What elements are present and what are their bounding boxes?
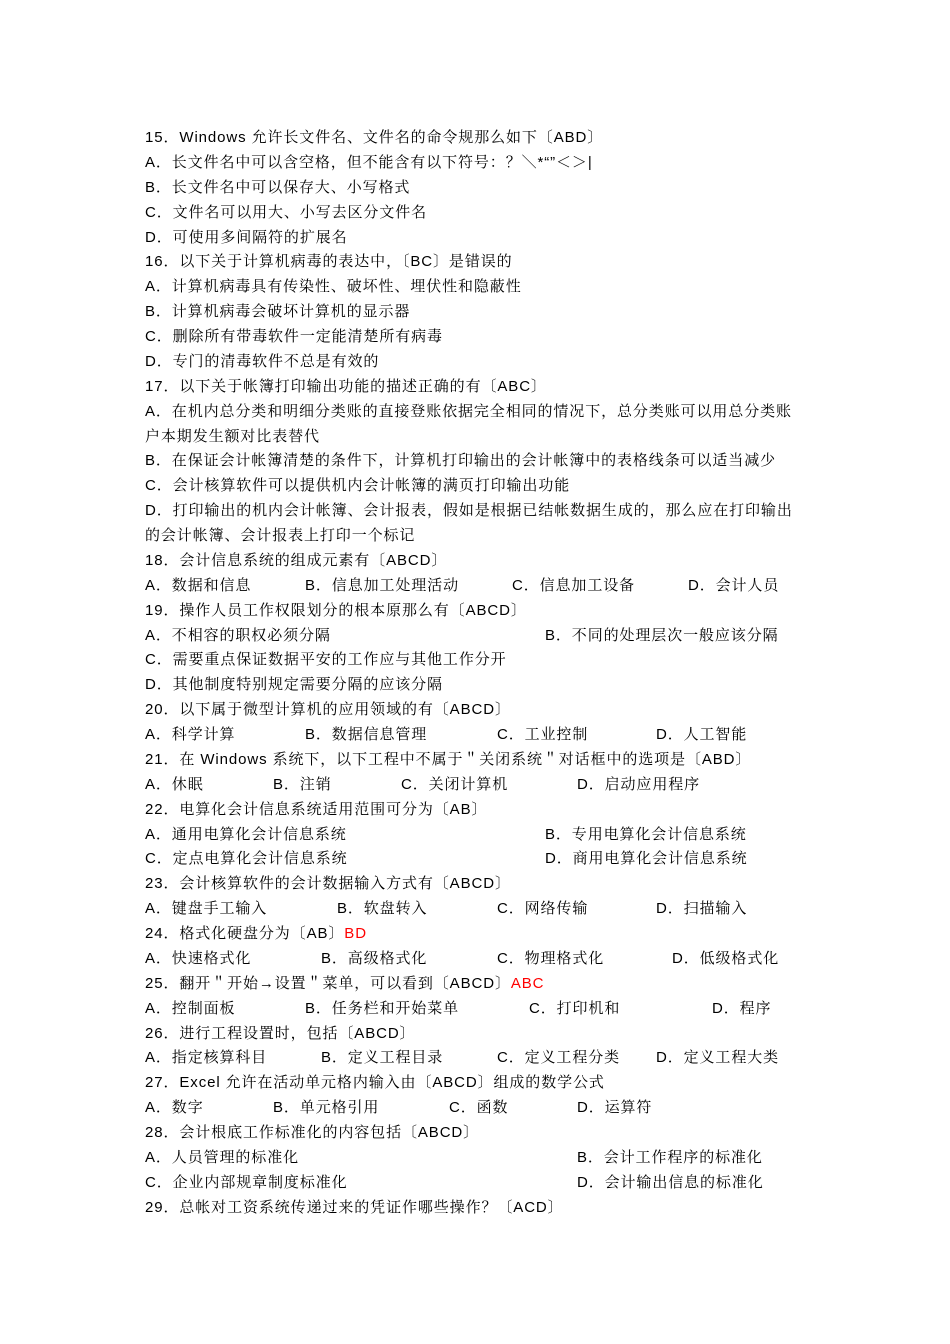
question-23-option-c: C．网络传输 [497, 900, 589, 918]
question-26-options [145, 1046, 845, 1071]
question-28-option-d: D．会计输出信息的标准化 [577, 1173, 764, 1191]
question-23-stem: 23．会计核算软件的会计数据输入方式有〔ABCD〕 [145, 875, 511, 893]
question-22-stem: 22．电算化会计信息系统适用范围可分为〔AB〕 [145, 800, 488, 818]
question-17-option-b: B．在保证会计帐簿清楚的条件下，计算机打印输出的会计帐簿中的表格线条可以适当减少 [145, 452, 777, 470]
question-17-option-c: C．会计核算软件可以提供机内会计帐簿的满页打印输出功能 [145, 477, 571, 495]
question-22-option-d: D．商用电算化会计信息系统 [545, 850, 748, 868]
question-27-options [145, 1096, 845, 1121]
question-20-option-a: A．科学计算 [145, 726, 236, 743]
question-16-option-d: D．专门的清毒软件不总是有效的 [145, 352, 380, 370]
question-18-option-b: B．信息加工处理活动 [305, 576, 460, 594]
question-26-option-d: D．定义工程大类 [656, 1049, 780, 1067]
question-18-option-c: C．信息加工设备 [512, 576, 636, 594]
question-18-options [145, 574, 845, 599]
question-25-answer-note: ABC [510, 974, 545, 992]
question-22-option-b: B．专用电算化会计信息系统 [545, 825, 747, 843]
question-20-options [145, 723, 845, 748]
question-15-option-b: B．长文件名中可以保存大、小写格式 [145, 178, 411, 196]
question-15-option-d: D．可使用多间隔符的扩展名 [145, 228, 348, 246]
question-16-stem: 16．以下关于计算机病毒的表达中，〔BC〕是错误的 [145, 253, 513, 271]
question-18-option-a: A．数据和信息 [145, 576, 252, 594]
question-24-option-a: A．快速格式化 [145, 949, 252, 967]
question-27-option-b: B．单元格引用 [273, 1099, 380, 1117]
question-20-option-c: C．工业控制 [497, 726, 589, 743]
question-29-stem: 29．总帐对工资系统传递过来的凭证作哪些操作？〔ACD〕 [145, 1198, 564, 1216]
question-21-options [145, 773, 845, 798]
question-28-options-cd [145, 1171, 845, 1196]
question-23-options [145, 897, 845, 922]
question-24-options [145, 947, 845, 972]
question-24-option-d: D．低级格式化 [672, 949, 780, 967]
question-16-option-c: C．删除所有带毒软件一定能清楚所有病毒 [145, 328, 443, 345]
question-21-option-a: A．休眠 [145, 775, 204, 793]
question-20-option-b: B．数据信息管理 [305, 726, 428, 743]
question-25-stem: 25．翻开＂开始→设置＂菜单，可以看到〔ABCD〕 [145, 974, 511, 992]
question-15-stem: 15．Windows 允许长文件名、文件名的命令规那么如下〔ABD〕 [145, 129, 604, 146]
question-28-option-a: A．人员管理的标准化 [145, 1148, 300, 1166]
question-21-option-c: C．关闭计算机 [401, 775, 509, 793]
question-19-option-a: A．不相容的职权必须分隔 [145, 626, 331, 644]
question-26-option-a: A．指定核算科目 [145, 1049, 268, 1067]
question-20-stem: 20．以下属于微型计算机的应用领域的有〔ABCD〕 [145, 701, 511, 719]
question-24-stem: 24．格式化硬盘分为〔AB〕 [145, 925, 345, 942]
question-22-options-cd [145, 847, 845, 872]
question-21-option-d: D．启动应用程序 [577, 775, 701, 793]
question-24-option-c: C．物理格式化 [497, 949, 605, 967]
question-24-answer-note: BD [344, 925, 367, 942]
question-25-option-d: D．程序 [712, 999, 772, 1017]
question-21-stem: 21．在 Windows 系统下，以下工程中不属于＂关闭系统＂对话框中的选项是〔ABD〕 [145, 750, 752, 768]
question-18-option-d: D．会计人员 [688, 576, 780, 594]
question-23-option-b: B．软盘转入 [337, 900, 428, 918]
question-28-option-c: C．企业内部规章制度标准化 [145, 1173, 348, 1191]
question-19-option-c: C．需要重点保证数据平安的工作应与其他工作分开 [145, 651, 507, 669]
question-16-option-a: A．计算机病毒具有传染性、破坏性、埋伏性和隐蔽性 [145, 278, 522, 296]
question-27-option-c: C．函数 [449, 1099, 509, 1117]
question-16-option-b: B．计算机病毒会破坏计算机的显示器 [145, 303, 411, 321]
question-23-option-a: A．键盘手工输入 [145, 900, 268, 918]
question-24-option-b: B．高级格式化 [321, 949, 428, 967]
question-28-option-b: B．会计工作程序的标准化 [577, 1148, 763, 1166]
question-17-option-a-continued: 户本期发生额对比表替代 [145, 427, 320, 445]
question-25-option-c: C．打印机和 [529, 999, 621, 1017]
question-15-option-a: A．长文件名中可以含空格，但不能含有以下符号：？＼*“”＜＞| [145, 153, 593, 171]
question-17-option-a: A．在机内总分类和明细分类账的直接登账依据完全相同的情况下，总分类账可以用总分类账 [145, 402, 792, 420]
question-20-option-d: D．人工智能 [656, 726, 748, 743]
question-15-option-c: C．文件名可以用大、小写去区分文件名 [145, 203, 428, 221]
question-25-option-a: A．控制面板 [145, 999, 236, 1017]
question-25-options [145, 997, 845, 1022]
question-25-option-b: B．任务栏和开始菜单 [305, 999, 460, 1017]
question-27-stem: 27．Excel 允许在活动单元格内输入由〔ABCD〕组成的数学公式 [145, 1074, 605, 1092]
question-list [145, 126, 845, 1221]
question-19-option-d: D．其他制度特别规定需要分隔的应该分隔 [145, 676, 443, 694]
question-17-stem: 17．以下关于帐簿打印输出功能的描述正确的有〔ABC〕 [145, 377, 547, 395]
question-17-option-d: D．打印输出的机内会计帐簿、会计报表，假如是根据已结帐数据生成的，那么应在打印输出 [145, 502, 793, 520]
question-18-stem: 18．会计信息系统的组成元素有〔ABCD〕 [145, 551, 448, 569]
question-17-option-d-continued: 的会计帐簿、会计报表上打印一个标记 [145, 527, 416, 544]
question-28-options-ab [145, 1146, 845, 1171]
question-22-option-c: C．定点电算化会计信息系统 [145, 850, 348, 868]
question-28-stem: 28．会计根底工作标准化的内容包括〔ABCD〕 [145, 1124, 480, 1141]
question-21-option-b: B．注销 [273, 775, 332, 793]
question-27-option-a: A．数字 [145, 1099, 204, 1117]
question-26-stem: 26．进行工程设置时，包括〔ABCD〕 [145, 1024, 416, 1042]
question-24-stem-line [145, 922, 845, 947]
question-26-option-b: B．定义工程目录 [321, 1049, 444, 1067]
question-19-options-ab [145, 624, 845, 649]
question-25-stem-line [145, 972, 845, 997]
question-22-options-ab [145, 823, 845, 848]
question-23-option-d: D．扫描输入 [656, 900, 748, 918]
question-19-option-b: B．不同的处理层次一般应该分隔 [545, 626, 779, 644]
question-22-option-a: A．通用电算化会计信息系统 [145, 825, 347, 843]
question-26-option-c: C．定义工程分类 [497, 1049, 621, 1067]
question-27-option-d: D．运算符 [577, 1099, 653, 1117]
question-19-stem: 19．操作人员工作权限划分的根本原那么有〔ABCD〕 [145, 601, 527, 619]
